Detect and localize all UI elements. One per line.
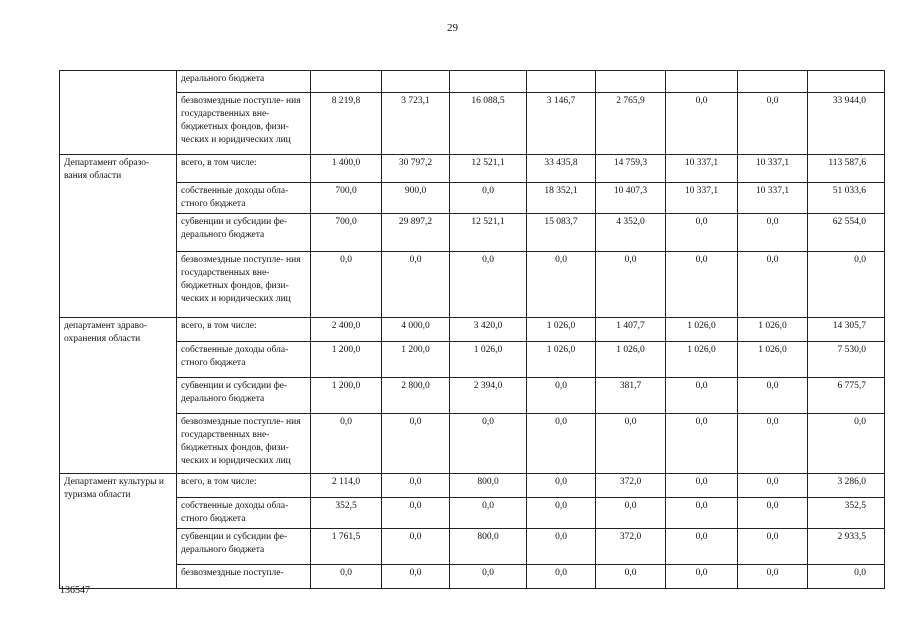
table-body <box>60 71 885 589</box>
table-row <box>60 565 885 589</box>
year-value-cell: 10 337,1 <box>738 155 808 183</box>
year-value-cell: 0,0 <box>666 498 738 529</box>
year-value-cell: 700,0 <box>311 214 382 252</box>
year-value-cell: 1 026,0 <box>666 318 738 342</box>
year-value-cell: 0,0 <box>311 565 382 589</box>
total-value-cell: 0,0 <box>808 252 885 318</box>
year-value-cell: 0,0 <box>666 252 738 318</box>
year-value-cell: 1 026,0 <box>527 318 596 342</box>
year-value-cell: 372,0 <box>596 474 666 498</box>
year-value-cell: 4 352,0 <box>596 214 666 252</box>
year-value-cell: 0,0 <box>738 529 808 565</box>
funding-source-cell: безвозмездные поступле- ния государственных вне- бюджетных фондов, физи- ческих и юридических лиц <box>177 252 311 318</box>
year-value-cell: 4 000,0 <box>382 318 450 342</box>
year-value-cell: 10 337,1 <box>666 155 738 183</box>
total-value-cell: 33 944,0 <box>808 93 885 155</box>
year-value-cell: 0,0 <box>596 565 666 589</box>
year-value-cell: 372,0 <box>596 529 666 565</box>
year-value-cell: 0,0 <box>450 498 527 529</box>
year-value-cell: 0,0 <box>666 529 738 565</box>
year-value-cell: 0,0 <box>738 214 808 252</box>
funding-source-cell: безвозмездные поступле- ния государственных вне- бюджетных фондов, физи- ческих и юридических лиц <box>177 414 311 474</box>
department-cell <box>60 71 177 155</box>
year-value-cell: 800,0 <box>450 474 527 498</box>
year-value-cell: 0,0 <box>666 565 738 589</box>
year-value-cell: 1 026,0 <box>596 342 666 378</box>
table-row <box>60 93 885 155</box>
year-value-cell: 0,0 <box>450 565 527 589</box>
year-value-cell: 0,0 <box>596 414 666 474</box>
total-value-cell: 3 286,0 <box>808 474 885 498</box>
department-cell: Департамент образо- вания области <box>60 155 177 318</box>
year-value-cell <box>666 71 738 93</box>
year-value-cell: 1 026,0 <box>450 342 527 378</box>
year-value-cell: 0,0 <box>527 252 596 318</box>
year-value-cell: 3 723,1 <box>382 93 450 155</box>
table-row <box>60 529 885 565</box>
funding-source-cell: всего, в том числе: <box>177 474 311 498</box>
year-value-cell <box>450 71 527 93</box>
funding-source-cell: безвозмездные поступле- ния государственных вне- бюджетных фондов, физи- ческих и юридических лиц <box>177 93 311 155</box>
year-value-cell: 0,0 <box>450 183 527 214</box>
year-value-cell: 1 761,5 <box>311 529 382 565</box>
total-value-cell: 14 305,7 <box>808 318 885 342</box>
year-value-cell: 15 083,7 <box>527 214 596 252</box>
year-value-cell: 0,0 <box>666 214 738 252</box>
year-value-cell: 2 800,0 <box>382 378 450 414</box>
year-value-cell: 0,0 <box>596 498 666 529</box>
year-value-cell: 0,0 <box>382 252 450 318</box>
table-row <box>60 183 885 214</box>
table-row <box>60 252 885 318</box>
total-value-cell: 0,0 <box>808 414 885 474</box>
funding-source-cell: собственные доходы обла- стного бюджета <box>177 498 311 529</box>
year-value-cell: 1 026,0 <box>738 342 808 378</box>
year-value-cell: 2 114,0 <box>311 474 382 498</box>
year-value-cell: 12 521,1 <box>450 214 527 252</box>
year-value-cell: 16 088,5 <box>450 93 527 155</box>
year-value-cell: 0,0 <box>666 414 738 474</box>
year-value-cell: 0,0 <box>382 498 450 529</box>
year-value-cell: 0,0 <box>738 252 808 318</box>
year-value-cell: 381,7 <box>596 378 666 414</box>
year-value-cell: 2 400,0 <box>311 318 382 342</box>
year-value-cell: 700,0 <box>311 183 382 214</box>
total-value-cell: 0,0 <box>808 565 885 589</box>
year-value-cell: 14 759,3 <box>596 155 666 183</box>
year-value-cell: 0,0 <box>527 565 596 589</box>
department-cell: департамент здраво- охранения области <box>60 318 177 474</box>
year-value-cell: 0,0 <box>666 378 738 414</box>
year-value-cell: 30 797,2 <box>382 155 450 183</box>
total-value-cell: 113 587,6 <box>808 155 885 183</box>
year-value-cell: 29 897,2 <box>382 214 450 252</box>
year-value-cell: 3 420,0 <box>450 318 527 342</box>
year-value-cell <box>596 71 666 93</box>
funding-source-cell: всего, в том числе: <box>177 155 311 183</box>
year-value-cell: 1 026,0 <box>527 342 596 378</box>
year-value-cell <box>527 71 596 93</box>
year-value-cell: 18 352,1 <box>527 183 596 214</box>
budget-table <box>59 70 885 589</box>
year-value-cell <box>311 71 382 93</box>
year-value-cell: 0,0 <box>382 414 450 474</box>
year-value-cell: 0,0 <box>450 414 527 474</box>
year-value-cell: 8 219,8 <box>311 93 382 155</box>
total-value-cell: 2 933,5 <box>808 529 885 565</box>
funding-source-cell: субвенции и субсидии фе- дерального бюджета <box>177 529 311 565</box>
year-value-cell: 12 521,1 <box>450 155 527 183</box>
table-row <box>60 155 885 183</box>
funding-source-cell: собственные доходы обла- стного бюджета <box>177 342 311 378</box>
year-value-cell: 1 026,0 <box>738 318 808 342</box>
year-value-cell: 0,0 <box>527 474 596 498</box>
funding-source-cell: всего, в том числе: <box>177 318 311 342</box>
total-value-cell: 352,5 <box>808 498 885 529</box>
year-value-cell: 0,0 <box>738 498 808 529</box>
year-value-cell: 0,0 <box>738 378 808 414</box>
year-value-cell: 10 407,3 <box>596 183 666 214</box>
year-value-cell: 2 765,9 <box>596 93 666 155</box>
funding-source-cell: собственные доходы обла- стного бюджета <box>177 183 311 214</box>
year-value-cell: 10 337,1 <box>738 183 808 214</box>
table-row <box>60 378 885 414</box>
year-value-cell: 900,0 <box>382 183 450 214</box>
year-value-cell: 0,0 <box>311 414 382 474</box>
table-row <box>60 214 885 252</box>
year-value-cell: 800,0 <box>450 529 527 565</box>
total-value-cell: 6 775,7 <box>808 378 885 414</box>
funding-source-cell: дерального бюджета <box>177 71 311 93</box>
year-value-cell <box>382 71 450 93</box>
year-value-cell: 1 200,0 <box>382 342 450 378</box>
page-number: 29 <box>447 22 458 34</box>
funding-source-cell: субвенции и субсидии фе- дерального бюджета <box>177 378 311 414</box>
year-value-cell: 0,0 <box>738 93 808 155</box>
total-value-cell: 7 530,0 <box>808 342 885 378</box>
funding-source-cell: безвозмездные поступле- <box>177 565 311 589</box>
department-cell: Департамент культуры и туризма области <box>60 474 177 589</box>
year-value-cell: 1 200,0 <box>311 342 382 378</box>
year-value-cell: 2 394,0 <box>450 378 527 414</box>
year-value-cell: 0,0 <box>311 252 382 318</box>
year-value-cell: 0,0 <box>382 474 450 498</box>
year-value-cell: 0,0 <box>527 529 596 565</box>
table-row <box>60 318 885 342</box>
year-value-cell: 1 400,0 <box>311 155 382 183</box>
year-value-cell: 10 337,1 <box>666 183 738 214</box>
year-value-cell: 3 146,7 <box>527 93 596 155</box>
year-value-cell: 0,0 <box>596 252 666 318</box>
table-row <box>60 342 885 378</box>
table-row <box>60 498 885 529</box>
year-value-cell: 0,0 <box>450 252 527 318</box>
year-value-cell <box>738 71 808 93</box>
year-value-cell: 1 026,0 <box>666 342 738 378</box>
total-value-cell: 51 033,6 <box>808 183 885 214</box>
year-value-cell: 0,0 <box>738 565 808 589</box>
table-row <box>60 71 885 93</box>
year-value-cell: 0,0 <box>382 529 450 565</box>
year-value-cell: 0,0 <box>382 565 450 589</box>
year-value-cell: 0,0 <box>527 498 596 529</box>
year-value-cell: 0,0 <box>527 414 596 474</box>
year-value-cell: 0,0 <box>527 378 596 414</box>
year-value-cell: 352,5 <box>311 498 382 529</box>
year-value-cell: 1 200,0 <box>311 378 382 414</box>
document-code: 136547 <box>60 585 90 596</box>
table-row <box>60 414 885 474</box>
year-value-cell: 0,0 <box>738 474 808 498</box>
funding-source-cell: субвенции и субсидии фе- дерального бюджета <box>177 214 311 252</box>
year-value-cell: 0,0 <box>738 414 808 474</box>
year-value-cell: 33 435,8 <box>527 155 596 183</box>
table-row <box>60 474 885 498</box>
total-value-cell: 62 554,0 <box>808 214 885 252</box>
year-value-cell: 1 407,7 <box>596 318 666 342</box>
year-value-cell: 0,0 <box>666 474 738 498</box>
total-value-cell <box>808 71 885 93</box>
year-value-cell: 0,0 <box>666 93 738 155</box>
